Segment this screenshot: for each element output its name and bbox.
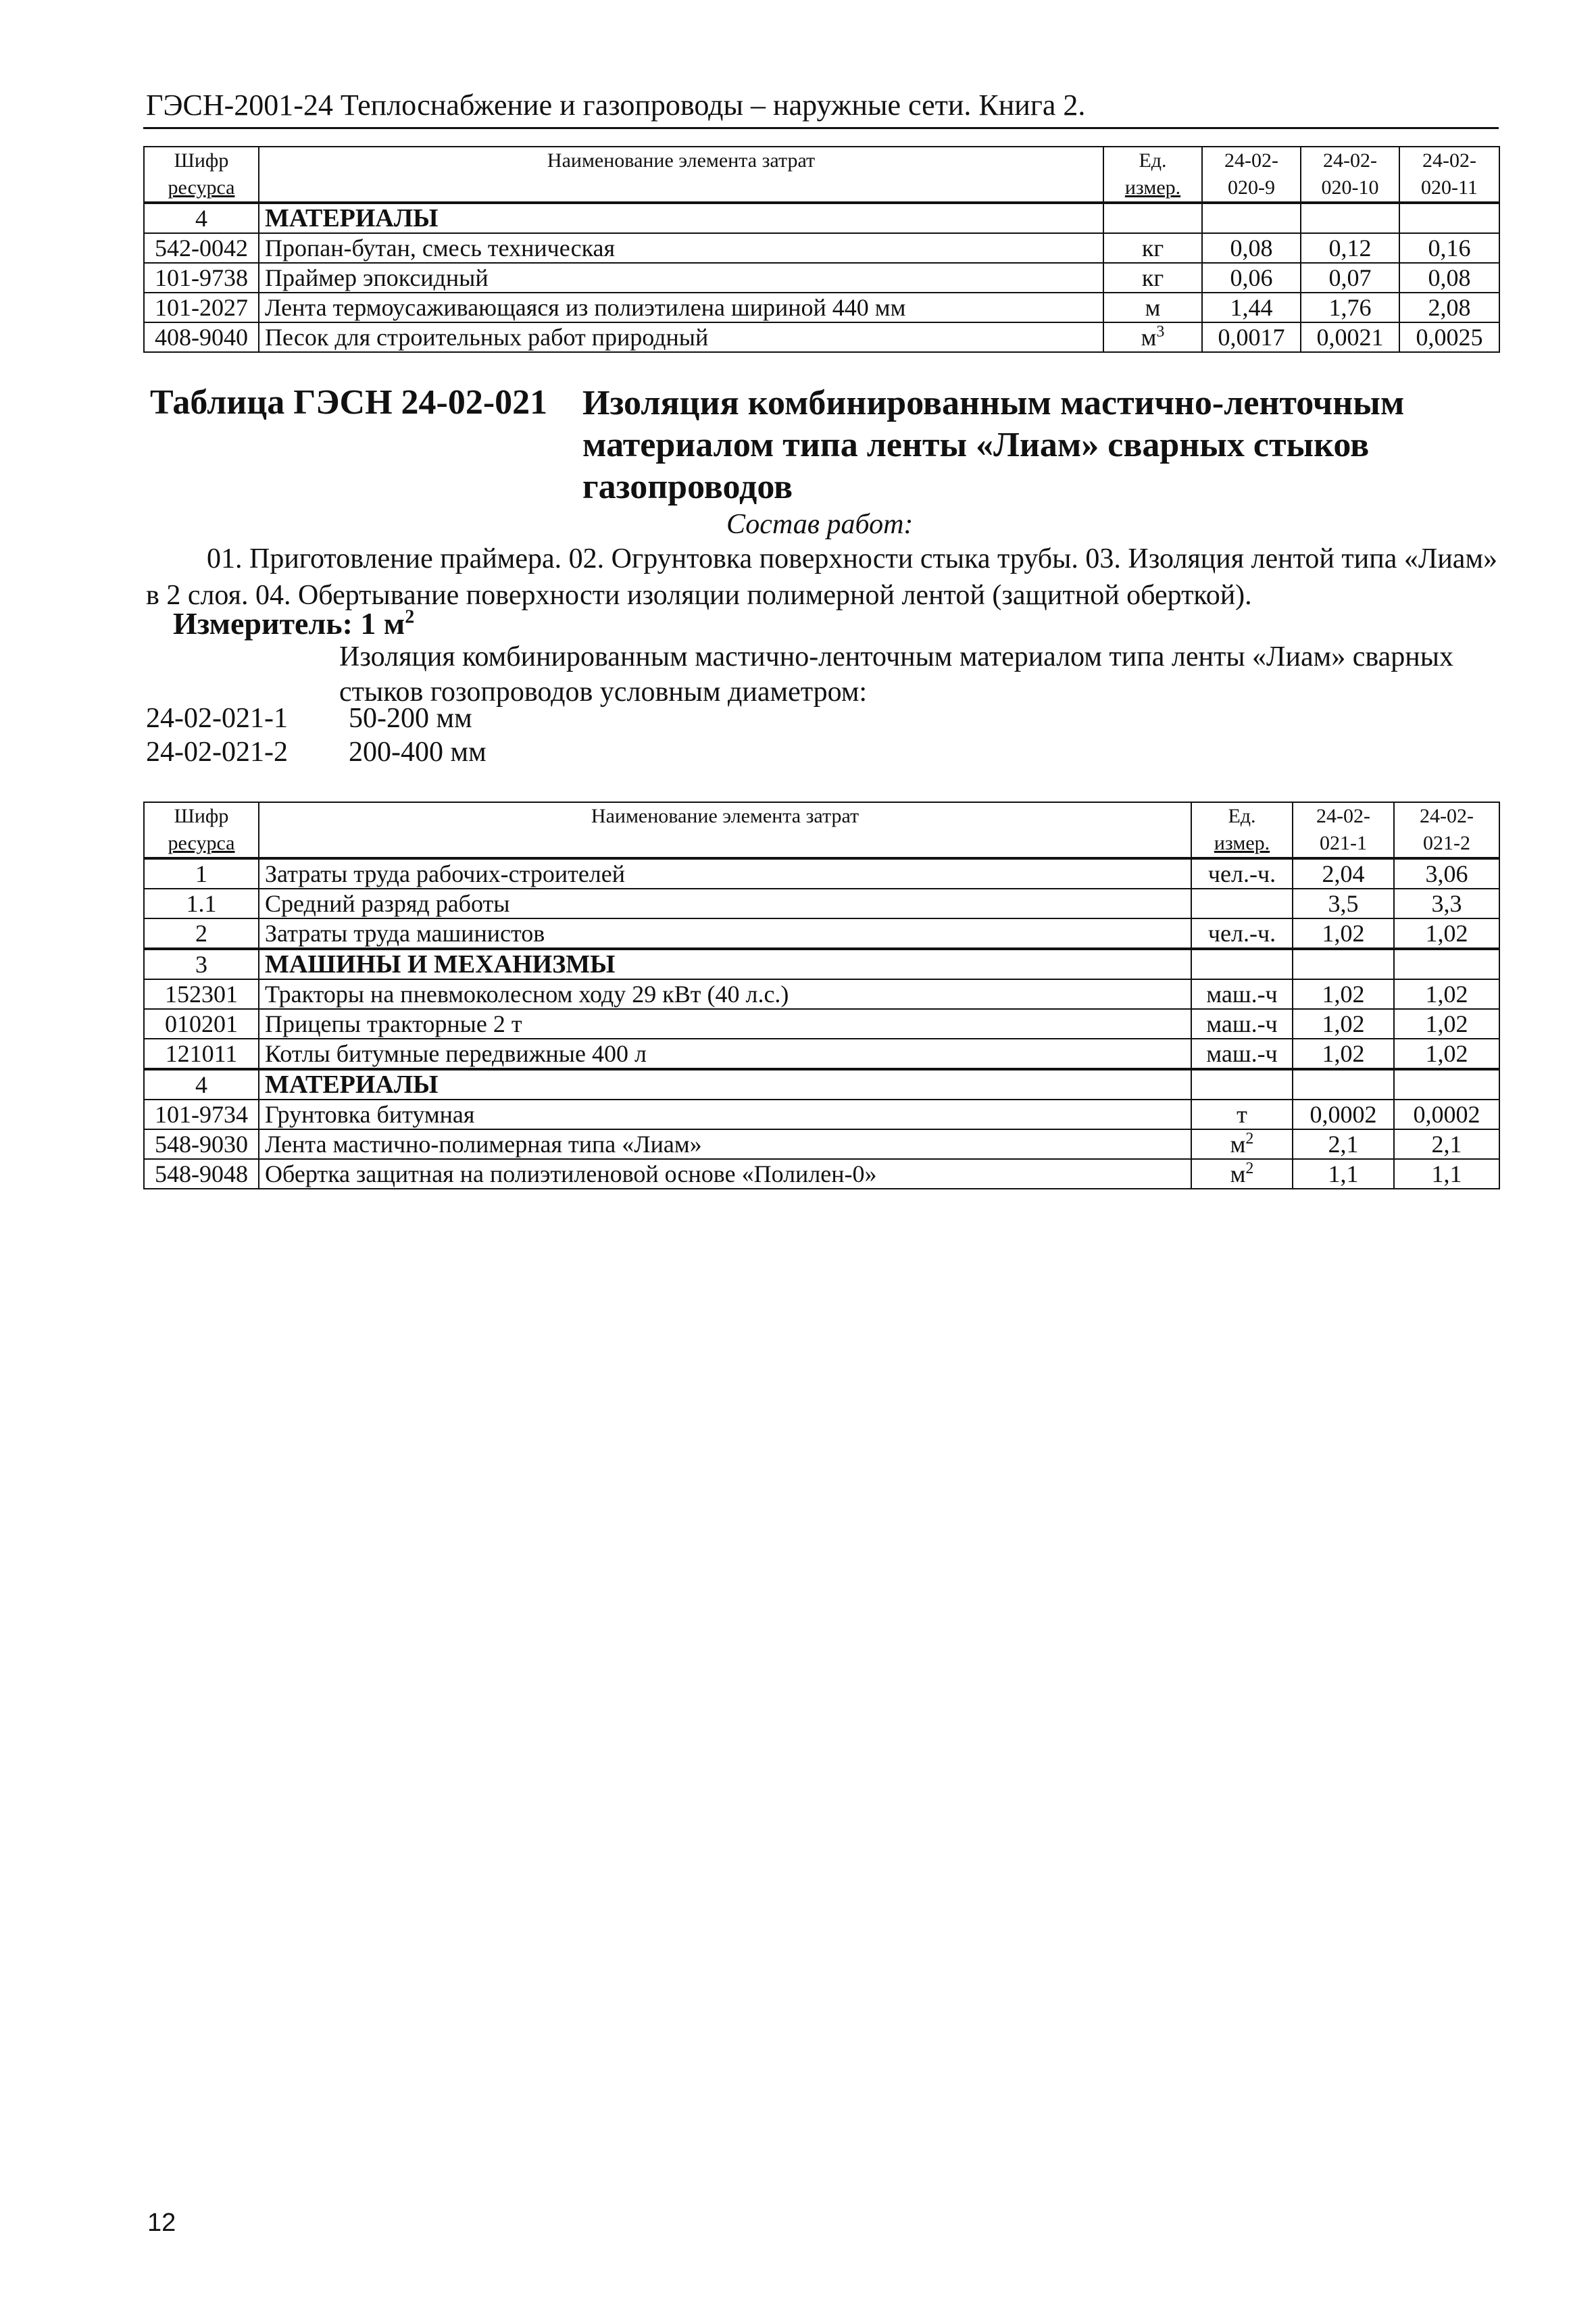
value-cell: 0,08 bbox=[1202, 233, 1301, 263]
unit-cell: м bbox=[1103, 293, 1202, 322]
value-cell: 0,06 bbox=[1202, 263, 1301, 293]
section-name: МАШИНЫ И МЕХАНИЗМЫ bbox=[259, 949, 1191, 979]
value-cell: 3,3 bbox=[1394, 889, 1499, 918]
resource-code: 152301 bbox=[144, 979, 259, 1009]
value-cell: 0,0002 bbox=[1394, 1100, 1499, 1129]
header-col-021-2: 24-02- 021-2 bbox=[1394, 802, 1499, 858]
table-body bbox=[144, 203, 1499, 352]
unit-cell: $м^2$ bbox=[1191, 1159, 1293, 1189]
unit-cell bbox=[1191, 889, 1293, 918]
header-col-021-1: 24-02- 021-1 bbox=[1293, 802, 1394, 858]
empty-cell bbox=[1293, 949, 1394, 979]
value-cell: 1,02 bbox=[1394, 918, 1499, 949]
unit-cell: чел.-ч. bbox=[1191, 918, 1293, 949]
value-cell: 0,0002 bbox=[1293, 1100, 1394, 1129]
page-header-title: ГЭСН-2001-24 Теплоснабжение и газопроводы – наружные сети. Книга 2. bbox=[146, 89, 1086, 122]
value-cell: 1,76 bbox=[1301, 293, 1399, 322]
empty-cell bbox=[1394, 1069, 1499, 1100]
unit-cell: маш.-ч bbox=[1191, 1039, 1293, 1069]
variant-row: 24-02-021-2 200-400 мм bbox=[146, 737, 487, 768]
table-row bbox=[144, 858, 1499, 889]
value-cell: 0,0025 bbox=[1399, 322, 1499, 352]
table-header-row bbox=[144, 147, 1499, 203]
resource-name: Прицепы тракторные 2 т bbox=[259, 1009, 1191, 1039]
section-code: 4 bbox=[144, 203, 259, 233]
section-row-materials bbox=[144, 1069, 1499, 1100]
table-header-row bbox=[144, 802, 1499, 858]
variant-row: 24-02-021-1 50-200 мм bbox=[146, 703, 472, 734]
empty-cell bbox=[1301, 203, 1399, 233]
value-cell: 2,08 bbox=[1399, 293, 1499, 322]
empty-cell bbox=[1394, 949, 1499, 979]
unit-cell: чел.-ч. bbox=[1191, 858, 1293, 889]
measure-unit: Измеритель: 1 $м^2$ bbox=[173, 606, 415, 641]
resource-name: Затраты труда машинистов bbox=[259, 918, 1191, 949]
resource-name: Котлы битумные передвижные 400 л bbox=[259, 1039, 1191, 1069]
section-row-materials bbox=[144, 203, 1499, 233]
resource-code: 2 bbox=[144, 918, 259, 949]
resource-code: 121011 bbox=[144, 1039, 259, 1069]
header-rule bbox=[143, 127, 1499, 129]
empty-cell bbox=[1399, 203, 1499, 233]
empty-cell bbox=[1191, 949, 1293, 979]
resource-name: Средний разряд работы bbox=[259, 889, 1191, 918]
empty-cell bbox=[1191, 1069, 1293, 1100]
value-cell: 1,02 bbox=[1394, 1009, 1499, 1039]
empty-cell bbox=[1103, 203, 1202, 233]
resource-code: 101-9734 bbox=[144, 1100, 259, 1129]
table-row bbox=[144, 1039, 1499, 1069]
table-title: Изоляция комбинированным мастично-ленточным материалом типа ленты «Лиам» сварных стыков газопроводов bbox=[582, 384, 1405, 506]
header-col-020-11: 24-02- 020-11 bbox=[1399, 147, 1499, 203]
resource-name: Лента мастично-полимерная типа «Лиам» bbox=[259, 1129, 1191, 1159]
resource-code: 408-9040 bbox=[144, 322, 259, 352]
value-cell: 0,07 bbox=[1301, 263, 1399, 293]
section-code: 3 bbox=[144, 949, 259, 979]
resource-code: 1.1 bbox=[144, 889, 259, 918]
table-row bbox=[144, 263, 1499, 293]
value-cell: 0,12 bbox=[1301, 233, 1399, 263]
section-name: МАТЕРИАЛЫ bbox=[259, 203, 1103, 233]
value-cell: 1,02 bbox=[1394, 979, 1499, 1009]
value-cell: 1,02 bbox=[1293, 979, 1394, 1009]
variant-description: Изоляция комбинированным мастично-ленточным материалом типа ленты «Лиам» сварных стыков гозопроводов условным диаметром: bbox=[339, 641, 1453, 708]
table-row bbox=[144, 1129, 1499, 1159]
header-code: Шифр ресурса bbox=[144, 147, 259, 203]
resources-table-021 bbox=[143, 802, 1500, 1189]
value-cell: 1,02 bbox=[1293, 1039, 1394, 1069]
value-cell: 3,06 bbox=[1394, 858, 1499, 889]
unit-cell: кг bbox=[1103, 233, 1202, 263]
unit-cell: маш.-ч bbox=[1191, 1009, 1293, 1039]
resource-name: Пропан-бутан, смесь техническая bbox=[259, 233, 1103, 263]
unit-cell: кг bbox=[1103, 263, 1202, 293]
table-row bbox=[144, 233, 1499, 263]
value-cell: 3,5 bbox=[1293, 889, 1394, 918]
value-cell: 0,0017 bbox=[1202, 322, 1301, 352]
table-row bbox=[144, 979, 1499, 1009]
value-cell: 1,02 bbox=[1293, 918, 1394, 949]
section-code: 4 bbox=[144, 1069, 259, 1100]
table-label: Таблица ГЭСН 24-02-021 bbox=[150, 383, 548, 422]
resource-name: Лента термоусаживающаяся из полиэтилена шириной 440 мм bbox=[259, 293, 1103, 322]
value-cell: 2,04 bbox=[1293, 858, 1394, 889]
table-row bbox=[144, 1009, 1499, 1039]
resource-code: 548-9048 bbox=[144, 1159, 259, 1189]
value-cell: 2,1 bbox=[1293, 1129, 1394, 1159]
resource-code: 548-9030 bbox=[144, 1129, 259, 1159]
resource-code: 1 bbox=[144, 858, 259, 889]
table-row bbox=[144, 322, 1499, 352]
value-cell: 1,02 bbox=[1394, 1039, 1499, 1069]
value-cell: 1,02 bbox=[1293, 1009, 1394, 1039]
materials-table-020 bbox=[143, 146, 1500, 353]
header-name: Наименование элемента затрат bbox=[259, 147, 1103, 203]
value-cell: 1,44 bbox=[1202, 293, 1301, 322]
header-unit: Ед. измер. bbox=[1103, 147, 1202, 203]
value-cell: 0,0021 bbox=[1301, 322, 1399, 352]
resource-name: Затраты труда рабочих-строителей bbox=[259, 858, 1191, 889]
resource-name: Песок для строительных работ природный bbox=[259, 322, 1103, 352]
composition-label: Состав работ: bbox=[726, 509, 914, 540]
table-row bbox=[144, 918, 1499, 949]
page-number: 12 bbox=[147, 2209, 176, 2237]
resource-code: 101-2027 bbox=[144, 293, 259, 322]
value-cell: 1,1 bbox=[1293, 1159, 1394, 1189]
header-unit: Ед. измер. bbox=[1191, 802, 1293, 858]
header-col-020-10: 24-02- 020-10 bbox=[1301, 147, 1399, 203]
table-row bbox=[144, 1100, 1499, 1129]
value-cell: 0,08 bbox=[1399, 263, 1499, 293]
resource-name: Праймер эпоксидный bbox=[259, 263, 1103, 293]
section-row-machines bbox=[144, 949, 1499, 979]
section-name: МАТЕРИАЛЫ bbox=[259, 1069, 1191, 1100]
value-cell: 1,1 bbox=[1394, 1159, 1499, 1189]
resource-code: 542-0042 bbox=[144, 233, 259, 263]
resource-name: Грунтовка битумная bbox=[259, 1100, 1191, 1129]
resource-code: 101-9738 bbox=[144, 263, 259, 293]
empty-cell bbox=[1293, 1069, 1394, 1100]
value-cell: 0,16 bbox=[1399, 233, 1499, 263]
unit-cell: $м^2$ bbox=[1191, 1129, 1293, 1159]
resource-name: Тракторы на пневмоколесном ходу 29 кВт (40 л.с.) bbox=[259, 979, 1191, 1009]
value-cell: 2,1 bbox=[1394, 1129, 1499, 1159]
composition-text: 01. Приготовление праймера. 02. Огрунтовка поверхности стыка трубы. 03. Изоляция лентой типа «Лиам» в 2 слоя. 04. Обертывание поверхности изоляции полимерной лентой (защитной оберткой). bbox=[146, 543, 1498, 611]
unit-cell: т bbox=[1191, 1100, 1293, 1129]
table-body bbox=[144, 858, 1499, 1189]
resource-code: 010201 bbox=[144, 1009, 259, 1039]
unit-cell: маш.-ч bbox=[1191, 979, 1293, 1009]
empty-cell bbox=[1202, 203, 1301, 233]
header-code: Шифр ресурса bbox=[144, 802, 259, 858]
table-row bbox=[144, 293, 1499, 322]
table-row bbox=[144, 889, 1499, 918]
resource-name: Обертка защитная на полиэтиленовой основе «Полилен-0» bbox=[259, 1159, 1191, 1189]
unit-cell: $м^3$ bbox=[1103, 322, 1202, 352]
table-row bbox=[144, 1159, 1499, 1189]
header-name: Наименование элемента затрат bbox=[259, 802, 1191, 858]
header-col-020-9: 24-02- 020-9 bbox=[1202, 147, 1301, 203]
